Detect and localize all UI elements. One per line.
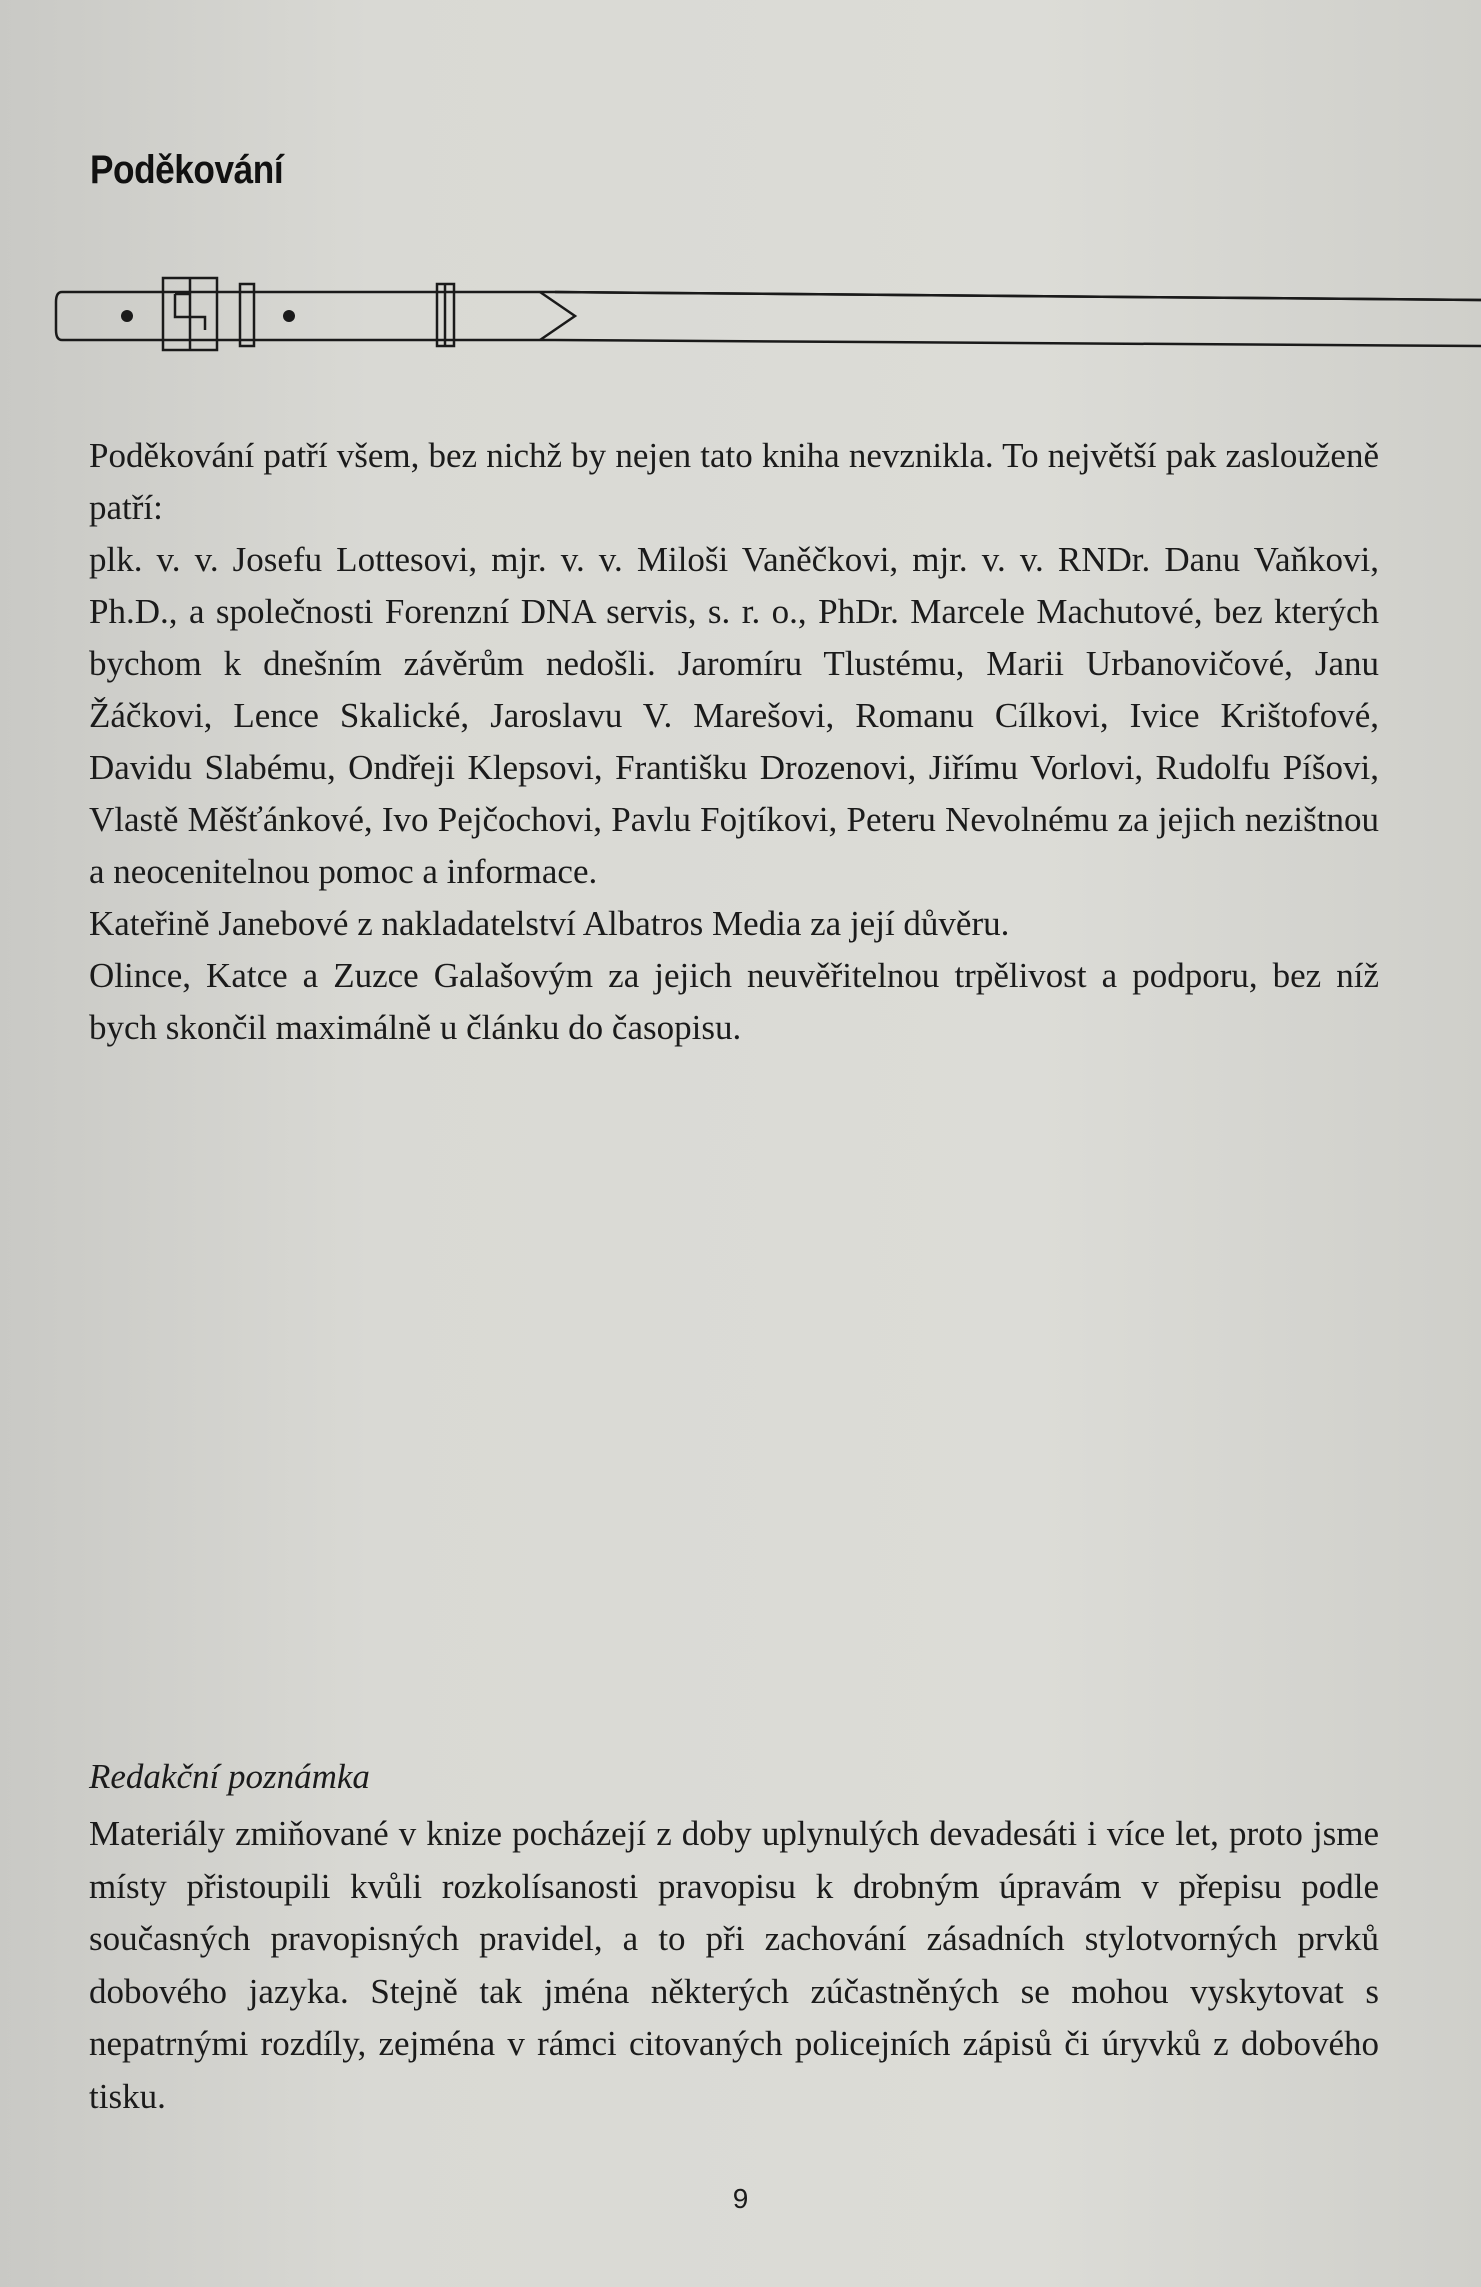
editorial-note-paragraph: Materiály zmiňované v knize pocházejí z doby uplynulých devadesáti i více let, proto jsme místy přistoupili kvůli rozkolísanosti pravopisu k drobným úpravám v přepisu podle současných pravopisných pravidel, a to při zachování zásadních stylotvorných prvků dobového jazyka. Stejně tak jména některých zúčastněných se mohou vyskytovat s nepatrnými rozdíly, zejména v rámci citovaných policejních zápisů či úryvků z dobového tisku.	[89, 1814, 1379, 2116]
acknowledgement-paragraph: Kateřině Janebové z nakladatelství Albatros Media za její důvěru.	[89, 904, 1010, 943]
acknowledgement-paragraph: Poděkování patří všem, bez nichž by nejen tato kniha nevznikla. To největší pak zaslouženě patří:	[89, 436, 1379, 527]
acknowledgement-paragraph: plk. v. v. Josefu Lottesovi, mjr. v. v. Miloši Vaněčkovi, mjr. v. v. RNDr. Danu Vaňkovi, Ph.D., a společnosti Forenzní DNA servis, s. r. o., PhDr. Marcele Machutové, bez kterých bychom k dnešním závěrům nedošli. Jaromíru Tlustému, Marii Urbanovičové, Janu Žáčkovi, Lence Skalické, Jaroslavu V. Marešovi, Romanu Cílkovi, Ivice Krištofové, Davidu Slabému, Ondřeji Klepsovi, Františku Drozenovi, Jiřímu Vorlovi, Rudolfu Píšovi, Vlastě Měšťánkové, Ivo Pejčochovi, Pavlu Fojtíkovi, Peteru Nevolnému za jejich nezištnou a neocenitelnou pomoc a informace.	[89, 540, 1379, 891]
acknowledgements-text	[89, 430, 1379, 1054]
editorial-note-text	[89, 1808, 1379, 2123]
belt-icon	[0, 272, 1481, 352]
editorial-note-heading: Redakční poznámka	[89, 1757, 370, 1796]
chapter-title: Poděkování	[90, 148, 284, 192]
page-number: 9	[732, 2183, 749, 2214]
acknowledgement-paragraph: Olince, Katce a Zuzce Galašovým za jejich neuvěřitelnou trpělivost a podporu, bez níž bych skončil maximálně u článku do časopisu.	[89, 956, 1379, 1047]
